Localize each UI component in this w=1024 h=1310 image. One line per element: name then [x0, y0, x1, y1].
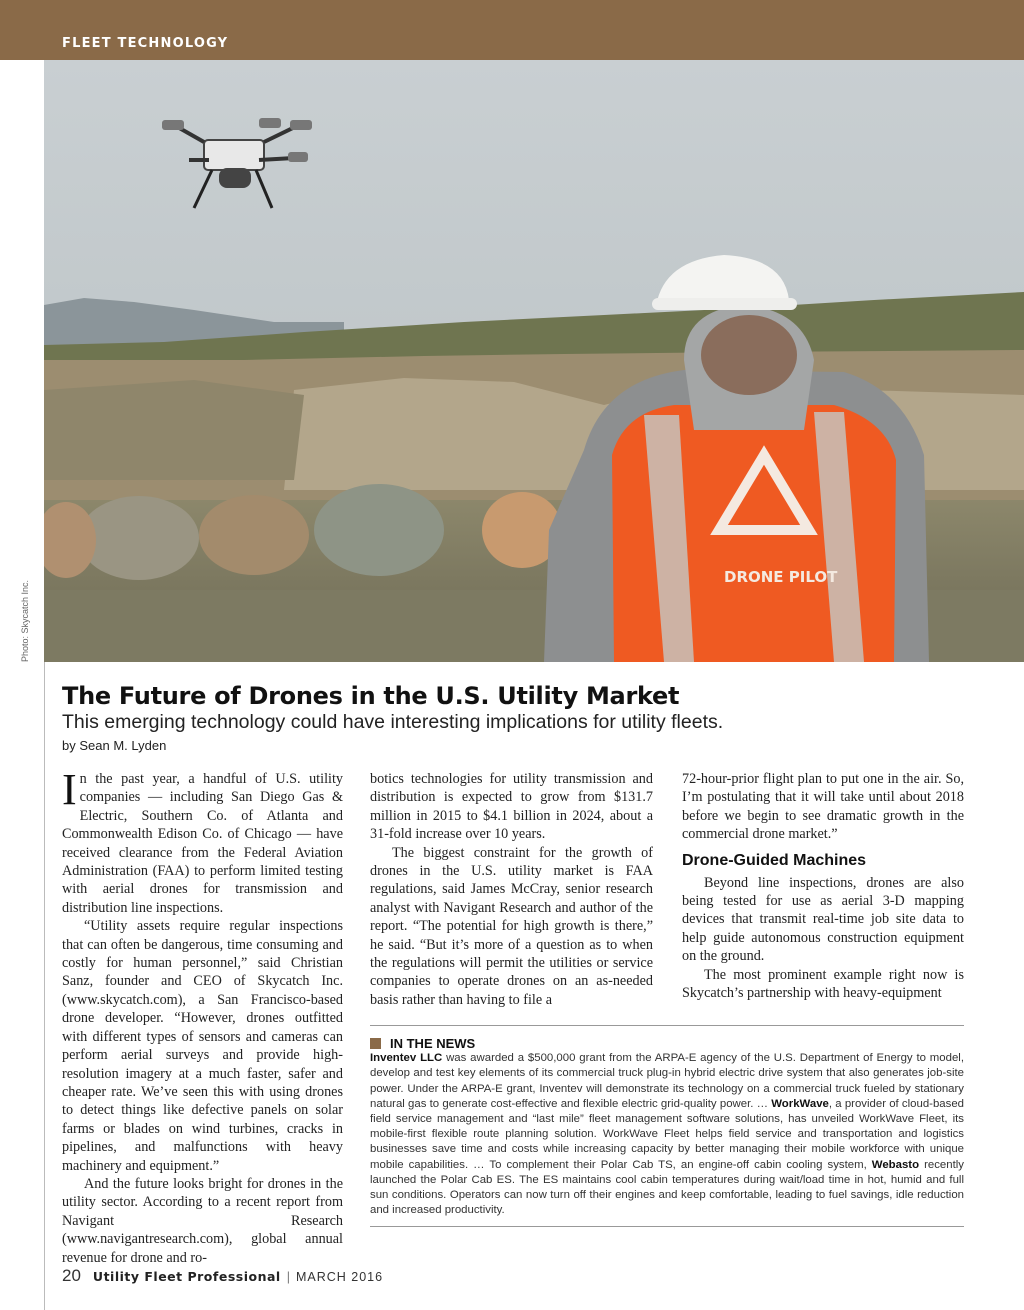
paragraph: The biggest constraint for the growth of drones in the U.S. utility market is FAA regulations, said James McCray, senior research analyst with Navigant Research and author of the report. “The potential for high growth is there,” he said. “But it’s more of a question as to when the regulations will permit the utilities or service companies to operate drones on an as-needed basis rather than having to file a [370, 844, 653, 1008]
article-column-1 [62, 765, 343, 1267]
paragraph: The most prominent example right now is Skycatch’s partnership with heavy-equipment [682, 966, 964, 1002]
hero-photo [44, 60, 1024, 662]
article-subtitle: This emerging technology could have interesting implications for utility fleets. [62, 711, 724, 733]
news-body: Inventev LLC was awarded a $500,000 grant from the ARPA-E agency of the U.S. Department of Energy to model, develop and test key elements of its commercial truck plug-in hybrid electric drive system that also generates job-site power. Under the ARPA-E grant, Inventev will demonstrate its technology on a commercial truck fueled by stationary natural gas to generate cost-effective and flexible electric grid-quality power. … WorkWave, a provider of cloud-based field service management and “last mile” fleet management software solutions, has unveiled WorkWave Fleet, its mobile-first flexible route planning solution. WorkWave Fleet helps field service and transportation and logistics businesses save time and costs while increasing capacity by better managing their mobile workforce with unique mobile capabilities. … To complement their Polar Cab TS, an engine-off cabin cooling system, Webasto recently launched the Polar Cab ES. The ES maintains cool cabin temperatures during wait/load time in hot, humid and full sun conditions. Operators can now turn off their engines and keep comfortable, leading to fuel savings, idle reduction and increased productivity. [370, 1052, 964, 1217]
footer-separator: | [286, 1270, 290, 1284]
in-the-news-box [370, 1025, 964, 1227]
paragraph: 72-hour-prior flight plan to put one in the air. So, I’m postulating that it will take until about 2018 before we begin to see dramatic growth in the commercial drone market.” [682, 771, 964, 843]
paragraph: In the past year, a handful of U.S. utility companies — including San Diego Gas & Electric, Southern Co. of Atlanta and Commonwealth Edison Co. of Chicago — have received clearance from the Federal Aviation Administration (FAA) to perform limited testing with aerial drones for transmission and distribution line inspections. [62, 765, 343, 916]
section-label: FLEET TECHNOLOGY [62, 36, 229, 51]
company-name: Inventev LLC [370, 1052, 443, 1065]
photo-credit: Photo: Skycatch Inc. [20, 579, 30, 662]
section-heading: Drone-Guided Machines [682, 851, 867, 869]
square-bullet-icon [370, 1038, 381, 1049]
paragraph: “Utility assets require regular inspections that can often be dangerous, time consuming and costly for human personnel,” said Christian Sanz, founder and CEO of Skycatch Inc. (www.skycatch.com), a San Francisco-based drone developer. “However, drones outfitted with different types of sensors and cameras can perform aerial surveys and provide high-resolution imagery at a much faster, safer and cheaper rate. We’ve seen this with using drones to detect things like defective panels on solar farms or blades on wind turbines, cracks in pipelines, and malfunctions with heavy machinery and equipment.” [62, 918, 343, 1174]
header-band [0, 0, 1024, 60]
publication-name: Utility Fleet Professional [92, 1269, 281, 1284]
article-column-3 [682, 770, 964, 1002]
article-title: The Future of Drones in the U.S. Utility Market [62, 682, 680, 710]
company-name: Webasto [871, 1158, 920, 1171]
article-column-2 [370, 770, 653, 1009]
vest-text: DRONE PILOT [724, 568, 838, 586]
paragraph: And the future looks bright for drones in the utility sector. According to a recent report from Navigant Research (www.navigantresearch.com), global annual revenue for drone and ro- [62, 1175, 343, 1266]
page-number: 20 [62, 1266, 81, 1285]
left-rule [44, 662, 45, 1310]
byline: by Sean M. Lyden [62, 738, 167, 753]
company-name: WorkWave [771, 1097, 829, 1110]
page-footer [62, 1266, 383, 1286]
paragraph: Beyond line inspections, drones are also being tested for use as aerial 3-D mapping devices that transmit real-time job site data to help guide autonomous construction equipment on the ground. [682, 874, 964, 965]
news-heading: IN THE NEWS [370, 1036, 964, 1051]
paragraph: botics technologies for utility transmission and distribution is expected to grow from $131.7 million in 2015 to $4.1 billion in 2024, about a 31-fold increase over 10 years. [370, 771, 653, 843]
issue-date: MARCH 2016 [295, 1270, 384, 1284]
drop-cap: I [62, 765, 77, 814]
